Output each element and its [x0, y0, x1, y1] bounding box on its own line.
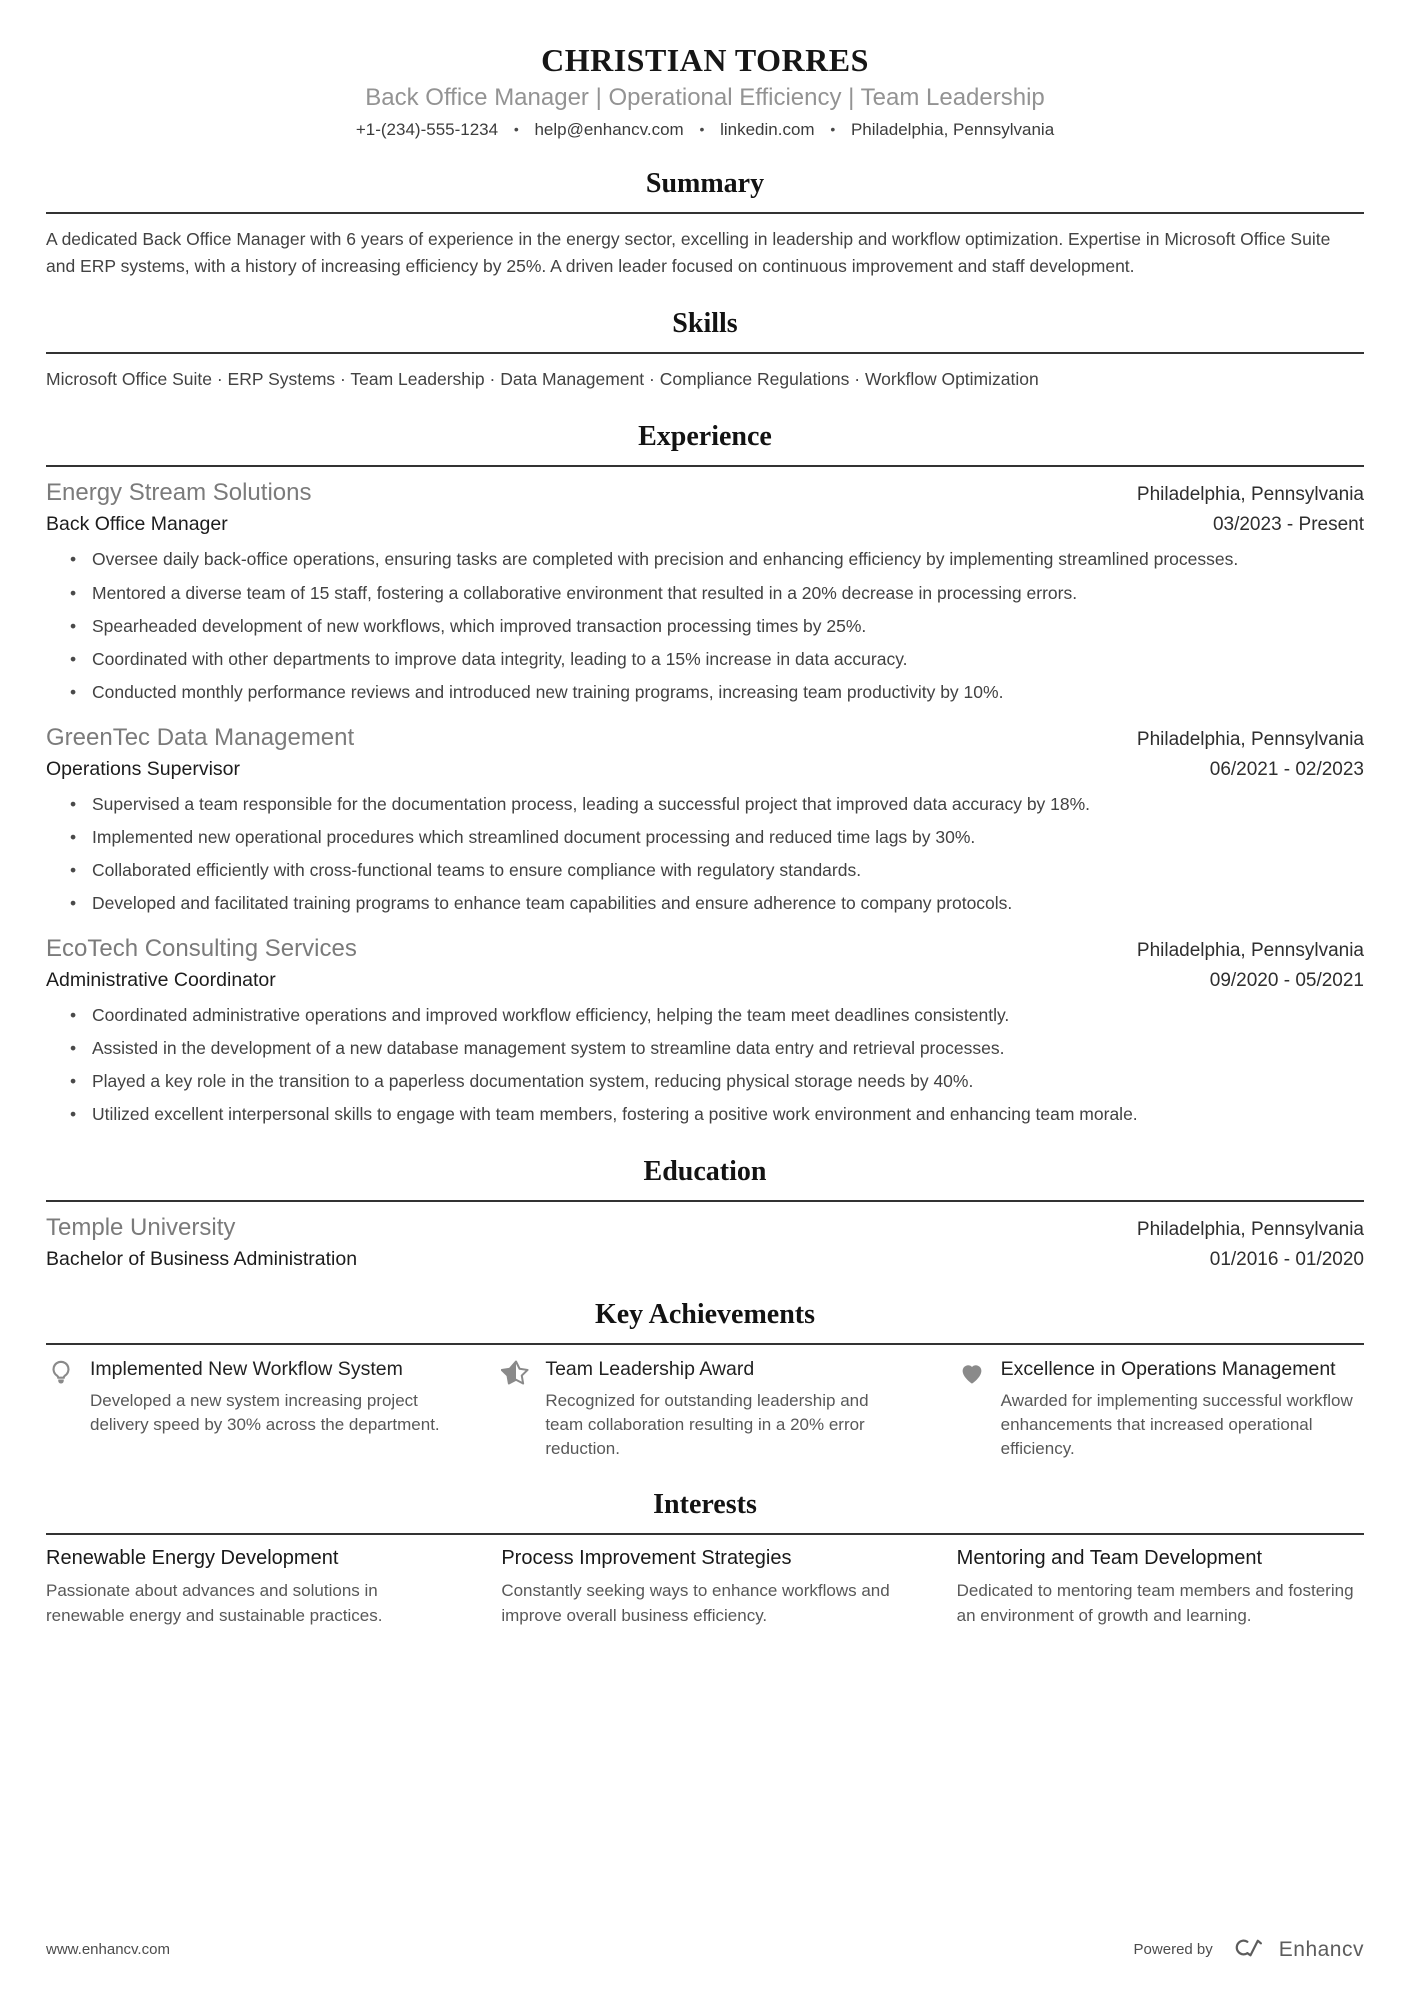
enhancv-logo-icon: [1229, 1934, 1271, 1965]
job-bullet: • Coordinated with other departments to improve data integrity, leading to a 15% increase in data accuracy.: [70, 646, 1364, 672]
achievement-title: Excellence in Operations Management: [1000, 1357, 1336, 1380]
achievement-item: [501, 1357, 908, 1462]
experience-heading: Experience: [638, 421, 772, 453]
company-name: GreenTec Data Management: [46, 723, 355, 751]
achievement-text: Developed a new system increasing project delivery speed by 30% across the department.: [90, 1390, 440, 1435]
powered-by-label: Powered by: [1133, 1941, 1213, 1958]
footer-site-url: www.enhancv.com: [46, 1941, 170, 1958]
job-bullet: • Supervised a team responsible for the documentation process, leading a successful project that improved data accuracy by 18%.: [70, 791, 1364, 817]
section-summary: [46, 168, 1364, 280]
section-divider: [46, 1200, 1364, 1202]
candidate-headline: Back Office Manager | Operational Efficiency | Team Leadership: [365, 84, 1045, 111]
achievement-item: [46, 1357, 453, 1462]
company-name: Energy Stream Solutions: [46, 479, 312, 507]
contact-phone: +1-(234)-555-1234: [355, 120, 499, 139]
education-dates: 01/2016 - 01/2020: [1209, 1248, 1364, 1270]
heart-icon: [957, 1358, 987, 1388]
education-entry: [46, 1214, 1364, 1271]
job-dates: 03/2023 - Present: [1212, 514, 1364, 536]
job-bullet: • Developed and facilitated training programs to enhance team capabilities and ensure adherence to company protocols.: [70, 890, 1364, 916]
achievement-title: Implemented New Workflow System: [90, 1357, 403, 1380]
contact-linkedin[interactable]: linkedin.com: [720, 120, 815, 139]
job-title: Operations Supervisor: [46, 757, 241, 780]
interests-heading: Interests: [653, 1489, 757, 1521]
skills-heading: Skills: [672, 308, 738, 340]
interest-title: Mentoring and Team Development: [956, 1547, 1263, 1570]
interest-title: Renewable Energy Development: [46, 1547, 339, 1570]
interest-text: Dedicated to mentoring team members and fostering an environment of growth and learning.: [956, 1581, 1354, 1625]
section-experience: [46, 421, 1364, 1127]
job-title: Administrative Coordinator: [46, 968, 276, 991]
candidate-name: CHRISTIAN TORRES: [541, 42, 869, 78]
contact-row: [46, 120, 1364, 140]
school-location: Philadelphia, Pennsylvania: [1136, 1218, 1364, 1240]
job-bullet: • Utilized excellent interpersonal skills to engage with team members, fostering a positive work environment and enhancing team morale.: [70, 1101, 1364, 1127]
job-location: Philadelphia, Pennsylvania: [1136, 939, 1364, 961]
resume-header: [46, 42, 1364, 140]
school-name: Temple University: [46, 1213, 236, 1241]
achievement-text: Awarded for implementing successful workflow enhancements that increased operational efficiency.: [1000, 1390, 1353, 1459]
contact-separator: •: [513, 121, 519, 137]
job-bullet: • Conducted monthly performance reviews and introduced new training programs, increasing team productivity by 10%.: [70, 679, 1364, 705]
section-divider: [46, 1533, 1364, 1535]
section-divider: [46, 212, 1364, 214]
job-title: Back Office Manager: [46, 513, 228, 536]
achievements-heading: Key Achievements: [594, 1298, 816, 1330]
job-bullet: • Played a key role in the transition to a paperless documentation system, reducing physical storage needs by 40%.: [70, 1068, 1364, 1094]
achievement-title: Team Leadership Award: [545, 1357, 755, 1380]
job-bullet: • Collaborated efficiently with cross-functional teams to ensure compliance with regulatory standards.: [70, 857, 1364, 883]
star-icon: [501, 1358, 531, 1388]
job-dates: 09/2020 - 05/2021: [1209, 969, 1364, 991]
job-bullets: [46, 1002, 1364, 1128]
summary-heading: Summary: [645, 168, 765, 199]
section-divider: [46, 465, 1364, 467]
degree-name: Bachelor of Business Administration: [46, 1247, 358, 1270]
experience-entry: [46, 724, 1364, 917]
summary-text: A dedicated Back Office Manager with 6 years of experience in the energy sector, excelling in leadership and workflow optimization. Expertise in Microsoft Office Suite and ERP systems, with a history of increasing efficiency by 25%. A driven leader focused on continuous improvement and staff development.: [46, 229, 1331, 277]
job-bullet: • Assisted in the development of a new database management system to streamline data entry and retrieval processes.: [70, 1035, 1364, 1061]
section-divider: [46, 352, 1364, 354]
job-bullet: • Mentored a diverse team of 15 staff, fostering a collaborative environment that resulted in a 20% decrease in processing errors.: [70, 580, 1364, 606]
job-dates: 06/2021 - 02/2023: [1209, 758, 1364, 780]
education-heading: Education: [643, 1155, 767, 1187]
contact-separator: •: [830, 121, 836, 137]
section-education: [46, 1156, 1364, 1271]
interest-text: Constantly seeking ways to enhance workflows and improve overall business efficiency.: [501, 1581, 890, 1625]
skills-line: Microsoft Office Suite · ERP Systems · Team Leadership · Data Management · Compliance Regulations · Workflow Optimization: [46, 369, 1039, 390]
job-bullet: • Coordinated administrative operations and improved workflow efficiency, helping the team meet deadlines consistently.: [70, 1002, 1364, 1028]
job-bullet: • Spearheaded development of new workflows, which improved transaction processing times by 25%.: [70, 613, 1364, 639]
job-bullet: • Oversee daily back-office operations, ensuring tasks are completed with precision and enhancing efficiency by implementing streamlined processes.: [70, 546, 1364, 572]
section-divider: [46, 1343, 1364, 1345]
job-bullet: • Implemented new operational procedures which streamlined document processing and reduced time lags by 30%.: [70, 824, 1364, 850]
section-interests: [46, 1489, 1364, 1628]
enhancv-brand-name: Enhancv: [1278, 1937, 1364, 1961]
achievement-text: Recognized for outstanding leadership and team collaboration resulting in a 20% error reduction.: [545, 1390, 869, 1459]
job-bullets: [46, 791, 1364, 917]
achievement-item: [957, 1357, 1364, 1462]
page-footer: [46, 1934, 1364, 1965]
experience-entry: [46, 935, 1364, 1128]
interest-title: Process Improvement Strategies: [501, 1547, 792, 1570]
company-name: EcoTech Consulting Services: [46, 934, 357, 962]
job-location: Philadelphia, Pennsylvania: [1136, 484, 1364, 506]
job-location: Philadelphia, Pennsylvania: [1136, 728, 1364, 750]
interest-item: [46, 1547, 453, 1628]
experience-entry: [46, 479, 1364, 705]
contact-separator: •: [699, 121, 705, 137]
lightbulb-icon: [46, 1358, 76, 1388]
contact-location: Philadelphia, Pennsylvania: [850, 120, 1055, 139]
section-achievements: [46, 1299, 1364, 1462]
interest-text: Passionate about advances and solutions in renewable energy and sustainable practices.: [46, 1581, 383, 1625]
interest-item: [957, 1547, 1364, 1628]
job-bullets: [46, 546, 1364, 705]
contact-email[interactable]: help@enhancv.com: [534, 120, 684, 139]
section-skills: [46, 308, 1364, 393]
enhancv-brand-link[interactable]: [1229, 1934, 1364, 1965]
interest-item: [501, 1547, 908, 1628]
